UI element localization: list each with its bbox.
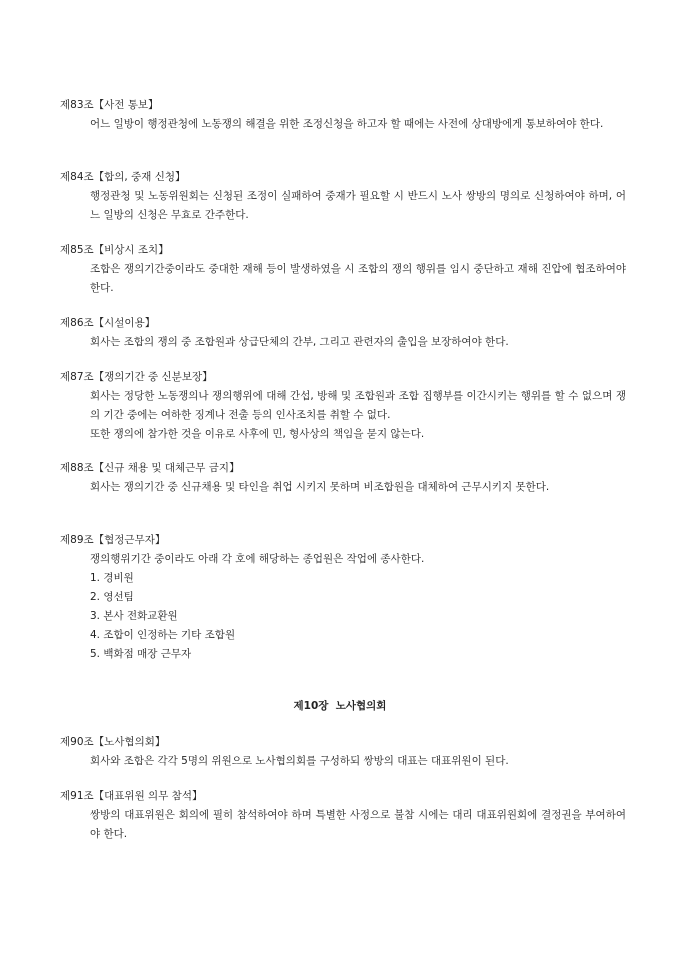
list-item: 2. 영선팀 (90, 591, 134, 603)
article-body (90, 550, 626, 664)
article-86 (60, 314, 626, 352)
article-body (90, 333, 626, 352)
article-body (90, 387, 626, 444)
article-title: 제86조【시설이용】 (60, 317, 156, 329)
article-title: 제90조【노사협의회】 (60, 736, 166, 748)
article-body (90, 260, 626, 298)
article-paragraph: 회사와 조합은 각각 5명의 위원으로 노사협의회를 구성하되 쌍방의 대표는 대표위원이 된다. (90, 755, 509, 767)
article-title: 제85조【비상시 조치】 (60, 244, 169, 256)
article-body (90, 187, 626, 225)
article-paragraph: 회사는 조합의 쟁의 중 조합원과 상급단체의 간부, 그리고 관련자의 출입을 보장하여야 한다. (90, 336, 509, 348)
article-paragraph: 조합은 쟁의기간중이라도 중대한 재해 등이 발생하였을 시 조합의 쟁의 행위를 임시 중단하고 재해 진압에 협조하여야 한다. (90, 263, 626, 294)
article-90 (60, 733, 626, 771)
list-item: 5. 백화점 매장 근무자 (90, 648, 192, 660)
article-88 (60, 459, 626, 497)
article-body (90, 115, 626, 134)
article-body (90, 478, 626, 497)
list-item: 4. 조합이 인정하는 기타 조합원 (90, 629, 236, 641)
article-body (90, 752, 626, 771)
article-89 (60, 531, 626, 664)
chapter-heading: 제10장 노사협의회 (293, 700, 387, 712)
article-title: 제84조【합의, 중재 신청】 (60, 171, 186, 183)
article-title: 제91조【대표위원 의무 참석】 (60, 790, 203, 802)
article-title: 제83조【사전 통보】 (60, 99, 159, 111)
article-paragraph: 회사는 정당한 노동쟁의나 쟁의행위에 대해 간섭, 방해 및 조합원과 조합 집행부를 이간시키는 행위를 할 수 없으며 쟁의 기간 중에는 여하한 징계나 전출 등의 인사조치를 취할 수 없다. (90, 390, 626, 421)
article-paragraph: 회사는 쟁의기간 중 신규채용 및 타인을 취업 시키지 못하며 비조합원을 대체하여 근무시키지 못한다. (90, 481, 550, 493)
article-title: 제89조【협정근무자】 (60, 534, 166, 546)
article-paragraph: 쟁의행위기간 중이라도 아래 각 호에 해당하는 종업원은 작업에 종사한다. (90, 553, 425, 565)
article-91 (60, 787, 626, 844)
list-item: 3. 본사 전화교환원 (90, 610, 178, 622)
article-title: 제87조【쟁의기간 중 신분보장】 (60, 371, 213, 383)
article-83 (60, 96, 626, 134)
article-85 (60, 241, 626, 298)
article-paragraph: 또한 쟁의에 참가한 것을 이유로 사후에 민, 형사상의 책임을 묻지 않는다. (90, 428, 425, 440)
article-paragraph: 행정관청 및 노동위원회는 신청된 조정이 실패하여 중재가 필요할 시 반드시 노사 쌍방의 명의로 신청하여야 하며, 어느 일방의 신청은 무효로 간주한다. (90, 190, 626, 221)
article-84 (60, 168, 626, 225)
article-87 (60, 368, 626, 444)
article-body (90, 806, 626, 844)
article-paragraph: 쌍방의 대표위원은 회의에 필히 참석하여야 하며 특별한 사정으로 불참 시에는 대리 대표위원회에 결정권을 부여하여야 한다. (90, 809, 626, 840)
article-title: 제88조【신규 채용 및 대체근무 금지】 (60, 462, 240, 474)
article-paragraph: 어느 일방이 행정관청에 노동쟁의 해결을 위한 조정신청을 하고자 할 때에는 사전에 상대방에게 통보하여야 한다. (90, 118, 604, 130)
list-item: 1. 경비원 (90, 572, 134, 584)
